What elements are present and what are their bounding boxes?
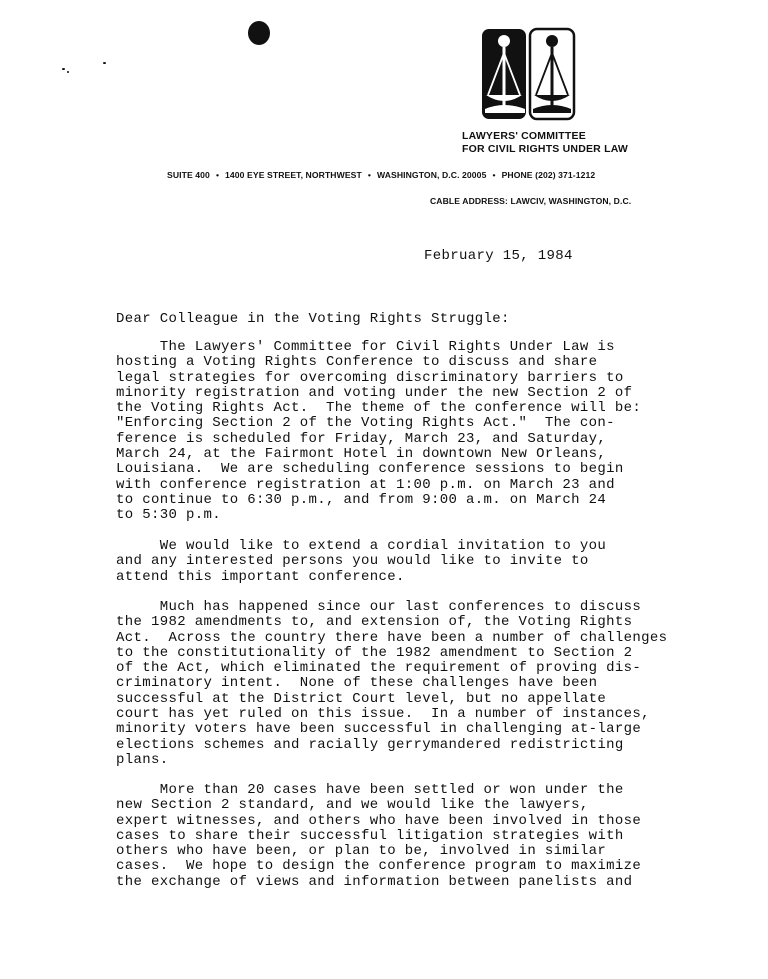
- address-line: [167, 170, 595, 180]
- paragraph-line: March 24, at the Fairmont Hotel in downtown New Orleans,: [116, 446, 607, 463]
- paragraph-line: legal strategies for overcoming discriminatory barriers to: [116, 369, 624, 386]
- paragraph-line: the exchange of views and information between panelists and: [116, 873, 633, 890]
- paragraph: [116, 783, 696, 890]
- paragraph-line: court has yet ruled on this issue. In a number of instances,: [116, 706, 650, 723]
- ink-blot: [248, 21, 270, 45]
- paragraph-line: successful at the District Court level, but no appellate: [116, 690, 607, 707]
- paragraph-line: of the Act, which eliminated the requirement of proving dis-: [116, 660, 642, 677]
- paragraph-line: We would like to extend a cordial invitation to you: [116, 538, 607, 554]
- paragraph-line: attend this important conference.: [116, 568, 405, 585]
- paragraph-line: and any interested persons you would like to invite to: [116, 553, 589, 570]
- bullet-separator: •: [492, 170, 496, 180]
- paragraph-line: the Voting Rights Act. The theme of the conference will be:: [116, 400, 642, 417]
- paragraph-line: criminatory intent. None of these challenges have been: [116, 675, 598, 692]
- suite: SUITE 400: [167, 170, 210, 180]
- speck-mark: [103, 62, 106, 64]
- paragraph: [116, 600, 696, 768]
- org-name-line-1: LAWYERS' COMMITTEE: [462, 130, 586, 142]
- paragraph-line: hosting a Voting Rights Conference to discuss and share: [116, 354, 598, 371]
- paragraph-line: More than 20 cases have been settled or won under the: [116, 782, 624, 798]
- paragraph-line: the 1982 amendments to, and extension of, the Voting Rights: [116, 614, 633, 631]
- speck-mark: [67, 71, 69, 73]
- bullet-separator: •: [367, 170, 371, 180]
- paragraph-line: to the constitutionality of the 1982 amendment to Section 2: [116, 644, 633, 661]
- paragraph-line: minority registration and voting under the new Section 2 of: [116, 384, 633, 401]
- paragraph-line: plans.: [116, 751, 169, 768]
- paragraph-line: others who have been, or plan to be, involved in similar: [116, 843, 607, 860]
- paragraph-line: cases to share their successful litigation strategies with: [116, 827, 624, 844]
- paragraph-line: Louisiana. We are scheduling conference sessions to begin: [116, 461, 624, 478]
- paragraph: [116, 340, 696, 524]
- paragraph-line: cases. We hope to design the conference program to maximize: [116, 858, 642, 875]
- phone: PHONE (202) 371-1212: [501, 170, 596, 180]
- paragraph-line: minority voters have been successful in challenging at-large: [116, 721, 642, 738]
- city: WASHINGTON, D.C. 20005: [376, 170, 487, 180]
- paragraph-line: with conference registration at 1:00 p.m. on March 23 and: [116, 476, 615, 493]
- bullet-separator: •: [215, 170, 220, 180]
- organization-name: [462, 130, 628, 156]
- street: 1400 EYE STREET, NORTHWEST: [225, 170, 362, 180]
- paragraph-line: to 5:30 p.m.: [116, 507, 222, 524]
- paragraph: [116, 539, 696, 585]
- paragraph-line: to continue to 6:30 p.m., and from 9:00 a.m. on March 24: [116, 491, 607, 508]
- paragraph-line: "Enforcing Section 2 of the Voting Rights Act." The con-: [116, 415, 615, 432]
- salutation: Dear Colleague in the Voting Rights Struggle:: [116, 311, 510, 327]
- org-name-line-2: FOR CIVIL RIGHTS UNDER LAW: [462, 143, 629, 155]
- paragraph-line: new Section 2 standard, and we would like the lawyers,: [116, 797, 589, 814]
- speck-mark: [62, 68, 65, 70]
- cable-address: CABLE ADDRESS: LAWCIV, WASHINGTON, D.C.: [430, 196, 632, 206]
- paragraph-line: ference is scheduled for Friday, March 23, and Saturday,: [116, 430, 607, 447]
- paragraph-line: expert witnesses, and others who have been involved in those: [116, 812, 642, 829]
- paragraph-line: elections schemes and racially gerrymandered redistricting: [116, 736, 624, 753]
- paragraph-line: Act. Across the country there have been a number of challenges: [116, 629, 668, 646]
- scales-of-justice-logo-icon: [480, 27, 576, 123]
- paragraph-line: Much has happened since our last conferences to discuss: [116, 599, 642, 615]
- letter-date: February 15, 1984: [424, 248, 573, 264]
- paragraph-line: The Lawyers' Committee for Civil Rights Under Law is: [116, 339, 615, 355]
